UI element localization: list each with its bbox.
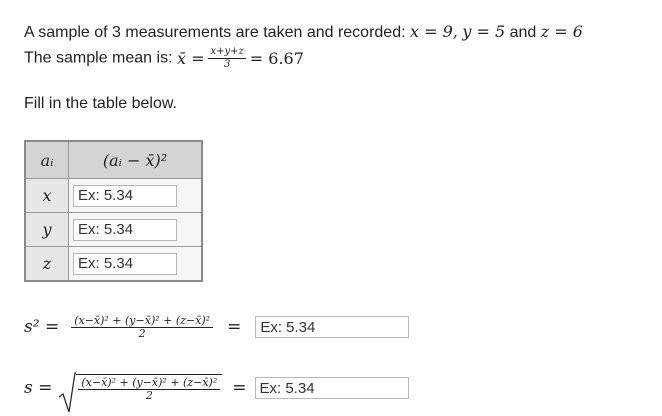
- variance-fraction: [71, 315, 213, 340]
- header-ai: aᵢ: [25, 141, 69, 179]
- problem-statement: [24, 22, 583, 42]
- x-value: x = 9,: [410, 22, 458, 41]
- mean-fraction: [208, 46, 245, 71]
- table-header-row: [25, 141, 202, 179]
- y-deviation-input[interactable]: [73, 219, 177, 241]
- sqrt-sign-icon: [58, 372, 76, 416]
- row-label-x: x: [25, 179, 69, 213]
- instruction: Fill in the table below.: [24, 95, 177, 112]
- row-cell-x: [69, 179, 203, 213]
- stddev-equation: [24, 366, 409, 410]
- and-text: and: [505, 24, 541, 41]
- variance-input[interactable]: [255, 316, 409, 338]
- variance-numerator: (x−x̄)² + (y−x̄)² + (z−x̄)²: [71, 315, 213, 328]
- z-deviation-input[interactable]: [73, 253, 177, 275]
- table-row: [25, 179, 202, 213]
- stddev-lhs: s =: [24, 378, 53, 398]
- z-value: z = 6: [540, 22, 583, 41]
- deviation-table: [24, 140, 203, 282]
- variance-equation: [24, 305, 409, 349]
- mean-symbol: x̄ =: [176, 49, 205, 68]
- intro-text: A sample of 3 measurements are taken and recorded:: [24, 24, 410, 41]
- variance-lhs: s² =: [24, 317, 60, 337]
- header-deviation-squared: (aᵢ − x̄)²: [69, 141, 203, 179]
- row-label-y: y: [25, 213, 69, 247]
- stddev-input[interactable]: [255, 377, 409, 399]
- variance-denominator: 2: [138, 326, 146, 340]
- variance-equals: =: [227, 317, 242, 337]
- stddev-equals: =: [232, 378, 247, 398]
- mean-label: The sample mean is:: [24, 49, 177, 67]
- row-cell-y: [69, 213, 203, 247]
- row-cell-z: [69, 247, 203, 282]
- stddev-denominator: 2: [145, 389, 153, 402]
- stddev-numerator: (x−x̄)² + (y−x̄)² + (z−x̄)²: [78, 377, 220, 390]
- x-deviation-input[interactable]: [73, 185, 177, 207]
- y-value: y = 5: [462, 22, 506, 41]
- table-row: [25, 247, 202, 282]
- sqrt-expression: [58, 374, 222, 402]
- row-label-z: z: [25, 247, 69, 282]
- mean-frac-denominator: 3: [223, 59, 231, 70]
- table-row: [25, 213, 202, 247]
- mean-result: = 6.67: [249, 49, 304, 68]
- sample-mean-line: [24, 46, 304, 76]
- mean-frac-numerator: x+y+z: [210, 46, 244, 57]
- stddev-fraction: [78, 377, 220, 402]
